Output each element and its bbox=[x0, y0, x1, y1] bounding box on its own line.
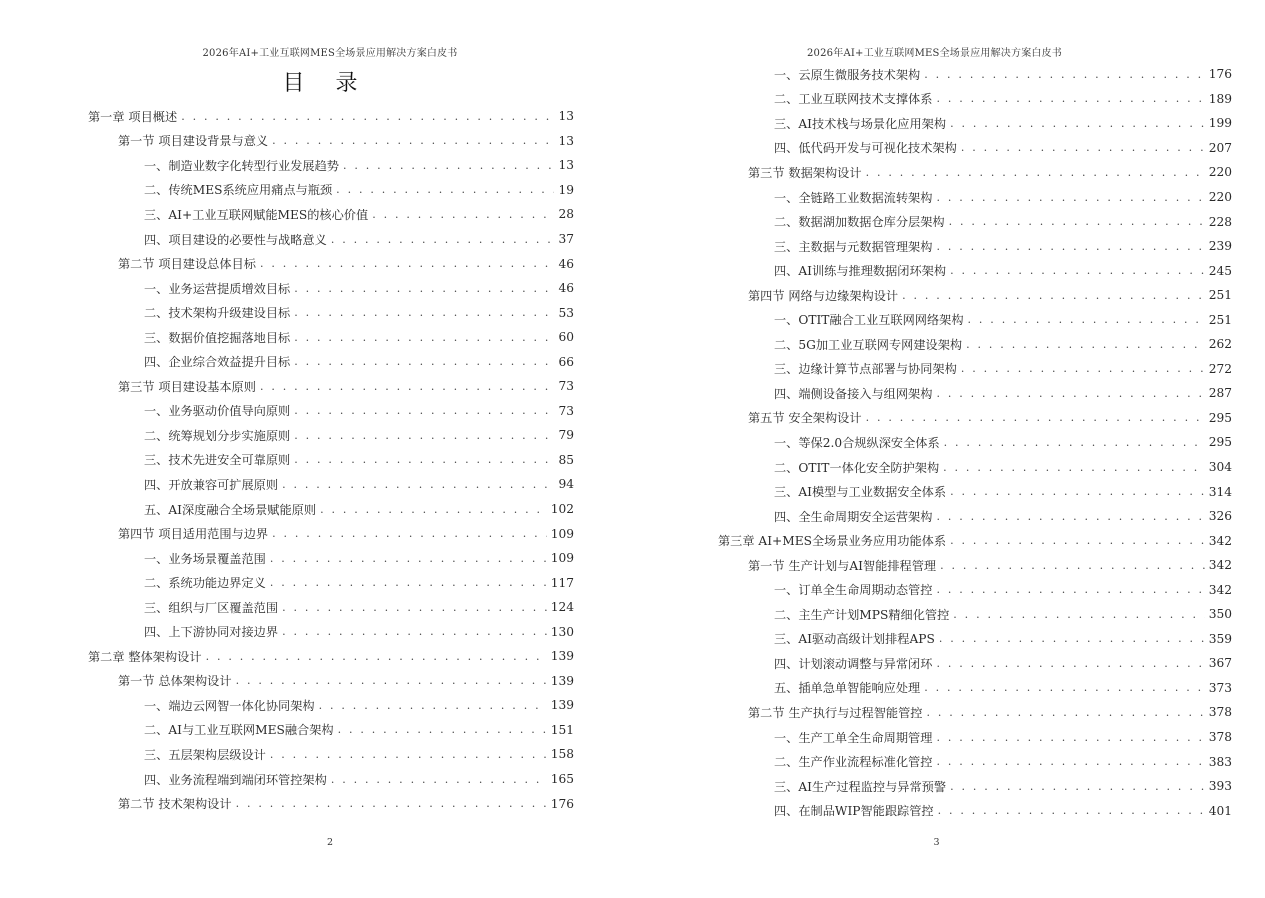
toc-page-number: 314 bbox=[1208, 484, 1232, 499]
toc-entry-title: 四、上下游协同对接边界 bbox=[144, 625, 279, 640]
dot-leader bbox=[272, 527, 547, 540]
toc-entry-title: 第四节 网络与边缘架构设计 bbox=[748, 288, 899, 303]
toc-subsection-entry[interactable] bbox=[88, 619, 574, 644]
dot-leader bbox=[331, 773, 547, 786]
toc-entry-title: 第一章 项目概述 bbox=[88, 109, 178, 124]
toc-entry-title: 二、5G加工业互联网专网建设架构 bbox=[774, 337, 963, 352]
toc-page-number: 73 bbox=[558, 379, 574, 394]
dot-leader bbox=[938, 804, 1205, 817]
toc-subsection-entry[interactable] bbox=[718, 725, 1232, 750]
dot-leader bbox=[950, 117, 1205, 130]
dot-leader bbox=[331, 233, 554, 246]
toc-subsection-entry[interactable] bbox=[718, 185, 1232, 210]
toc-entry-title: 第五节 安全架构设计 bbox=[748, 411, 862, 426]
dot-leader bbox=[936, 387, 1204, 400]
dot-leader bbox=[944, 436, 1205, 449]
toc-page-number: 326 bbox=[1208, 509, 1232, 524]
toc-section-entry[interactable] bbox=[718, 406, 1232, 431]
dot-leader bbox=[270, 552, 547, 565]
toc-entry-title: 五、插单急单智能响应处理 bbox=[774, 681, 921, 696]
dot-leader bbox=[927, 706, 1205, 719]
toc-entry-title: 第三节 数据架构设计 bbox=[748, 165, 862, 180]
toc-page-number: 220 bbox=[1208, 165, 1232, 180]
toc-entry-title: 第一节 生产计划与AI智能排程管理 bbox=[748, 558, 937, 573]
toc-subsection-entry[interactable] bbox=[718, 136, 1232, 161]
dot-leader bbox=[294, 355, 554, 368]
toc-entry-title: 二、传统MES系统应用痛点与瓶颈 bbox=[144, 183, 333, 198]
dot-leader bbox=[206, 650, 547, 663]
toc-page-number: 189 bbox=[1208, 91, 1232, 106]
toc-page-number: 139 bbox=[550, 649, 574, 664]
toc-section-entry[interactable] bbox=[88, 251, 574, 276]
toc-subsection-entry[interactable] bbox=[718, 357, 1232, 382]
toc-subsection-entry[interactable] bbox=[718, 479, 1232, 504]
toc-subsection-entry[interactable] bbox=[88, 349, 574, 374]
toc-page-number: 165 bbox=[550, 772, 574, 787]
dot-leader bbox=[924, 68, 1204, 81]
toc-entry-title: 一、制造业数字化转型行业发展趋势 bbox=[144, 158, 339, 173]
toc-page-number: 151 bbox=[550, 722, 574, 737]
toc-subsection-entry[interactable] bbox=[88, 546, 574, 571]
toc-page-number: 220 bbox=[1208, 190, 1232, 204]
toc-entry-title: 四、端侧设备接入与组网架构 bbox=[774, 386, 933, 401]
dot-leader bbox=[961, 362, 1205, 375]
toc-page-number: 37 bbox=[558, 232, 574, 246]
toc-page-number: 66 bbox=[558, 354, 574, 369]
toc-subsection-entry[interactable] bbox=[88, 742, 574, 767]
toc-page-number: 46 bbox=[558, 281, 574, 296]
toc-subsection-entry[interactable] bbox=[88, 300, 574, 325]
dot-leader bbox=[961, 141, 1205, 154]
toc-chapter-entry[interactable] bbox=[88, 644, 574, 669]
dot-leader bbox=[294, 306, 554, 319]
dot-leader bbox=[260, 257, 554, 270]
toc-subsection-entry[interactable] bbox=[88, 693, 574, 718]
toc-entry-title: 一、业务驱动价值导向原则 bbox=[144, 404, 291, 419]
page-number: 3 bbox=[933, 837, 940, 848]
toc-entry-title: 三、边缘计算节点部署与协同架构 bbox=[774, 362, 957, 377]
dot-leader bbox=[282, 625, 547, 638]
toc-page-number: 102 bbox=[550, 502, 574, 517]
toc-page-number: 13 bbox=[558, 109, 574, 124]
toc-page-number: 401 bbox=[1208, 803, 1232, 818]
toc-entry-title: 三、AI模型与工业数据安全体系 bbox=[774, 485, 947, 500]
toc-entry-title: 二、技术架构升级建设目标 bbox=[144, 306, 291, 321]
dot-leader bbox=[940, 559, 1205, 572]
toc-entry-title: 二、生产作业流程标准化管控 bbox=[774, 755, 933, 770]
dot-leader bbox=[949, 215, 1205, 228]
toc-subsection-entry[interactable] bbox=[88, 718, 574, 743]
toc-subsection-entry[interactable] bbox=[718, 455, 1232, 480]
dot-leader bbox=[338, 723, 547, 736]
toc-subsection-entry[interactable] bbox=[88, 423, 574, 448]
toc-page-number: 393 bbox=[1208, 779, 1232, 794]
toc-section-entry[interactable] bbox=[88, 521, 574, 546]
toc-entry-title: 四、在制品WIP智能跟踪管控 bbox=[774, 804, 934, 819]
toc-entry-title: 四、项目建设的必要性与战略意义 bbox=[144, 232, 327, 247]
toc-page-number: 13 bbox=[558, 158, 574, 173]
toc-section-entry[interactable] bbox=[88, 669, 574, 694]
toc-page-number: 117 bbox=[550, 575, 574, 590]
toc-subsection-entry[interactable] bbox=[718, 258, 1232, 283]
dot-leader bbox=[939, 632, 1205, 645]
dot-leader bbox=[336, 183, 554, 196]
toc-section-entry[interactable] bbox=[88, 129, 574, 154]
toc-page-number: 207 bbox=[1208, 140, 1232, 155]
toc-entry-title: 一、订单全生命周期动态管控 bbox=[774, 583, 933, 598]
dot-leader bbox=[343, 159, 554, 172]
dot-leader bbox=[936, 510, 1204, 523]
toc-subsection-entry[interactable] bbox=[718, 62, 1232, 87]
toc-subsection-entry[interactable] bbox=[88, 178, 574, 203]
toc-subsection-entry[interactable] bbox=[718, 774, 1232, 799]
toc-entry-title: 第二章 整体架构设计 bbox=[88, 649, 202, 664]
toc-page-number: 342 bbox=[1208, 582, 1232, 597]
dot-leader bbox=[936, 755, 1204, 768]
toc-entry-title: 二、系统功能边界定义 bbox=[144, 576, 266, 591]
toc-page-number: 109 bbox=[550, 551, 574, 566]
toc-page-number: 73 bbox=[558, 403, 574, 418]
toc-entry-title: 三、数据价值挖掘落地目标 bbox=[144, 330, 291, 345]
dot-leader bbox=[936, 191, 1204, 204]
toc-section-entry[interactable] bbox=[88, 374, 574, 399]
toc-title: 目 录 bbox=[282, 71, 370, 96]
toc-entry-title: 四、全生命周期安全运营架构 bbox=[774, 509, 933, 524]
toc-subsection-entry[interactable] bbox=[718, 111, 1232, 136]
toc-entry-title: 二、AI与工业互联网MES融合架构 bbox=[144, 723, 334, 738]
toc-subsection-entry[interactable] bbox=[718, 87, 1232, 112]
toc-subsection-entry[interactable] bbox=[718, 602, 1232, 627]
toc-entry-title: 四、开放兼容可扩展原则 bbox=[144, 477, 279, 492]
toc-page-number: 295 bbox=[1208, 410, 1232, 425]
toc-entry-title: 一、生产工单全生命周期管理 bbox=[774, 730, 933, 745]
toc-page-number: 251 bbox=[1208, 288, 1232, 303]
toc-page-number: 272 bbox=[1208, 361, 1232, 376]
toc-subsection-entry[interactable] bbox=[718, 209, 1232, 234]
running-header: 2026年AI+工业互联网MES全场景应用解决方案白皮书 bbox=[807, 48, 1062, 59]
toc-subsection-entry[interactable] bbox=[88, 202, 574, 227]
toc-section-entry[interactable] bbox=[718, 700, 1232, 725]
toc-page-number: 79 bbox=[558, 428, 574, 443]
toc-page-number: 287 bbox=[1208, 386, 1232, 401]
toc-entry-title: 一、业务运营提质增效目标 bbox=[144, 281, 291, 296]
toc-subsection-entry[interactable] bbox=[718, 430, 1232, 455]
dot-leader bbox=[294, 453, 554, 466]
toc-entry-title: 第二节 技术架构设计 bbox=[118, 797, 232, 812]
toc-entry-title: 三、技术先进安全可靠原则 bbox=[144, 453, 291, 468]
toc-entry-title: 三、组织与厂区覆盖范围 bbox=[144, 600, 279, 615]
toc-entry-title: 一、业务场景覆盖范围 bbox=[144, 551, 266, 566]
toc-entry-title: 二、统筹规划分步实施原则 bbox=[144, 428, 291, 443]
dot-leader bbox=[372, 208, 554, 221]
toc-page-number: 359 bbox=[1208, 631, 1232, 646]
dot-leader bbox=[902, 289, 1205, 302]
page-number: 2 bbox=[326, 837, 334, 848]
dot-leader bbox=[236, 674, 547, 687]
toc-section-entry[interactable] bbox=[718, 160, 1232, 185]
toc-page-number: 383 bbox=[1208, 754, 1232, 769]
toc-entry-title: 三、AI生产过程监控与异常预警 bbox=[774, 779, 947, 794]
toc-subsection-entry[interactable] bbox=[718, 627, 1232, 652]
dot-leader bbox=[294, 282, 554, 295]
dot-leader bbox=[936, 240, 1204, 253]
toc-entry-title: 一、云原生微服务技术架构 bbox=[774, 67, 921, 82]
dot-leader bbox=[936, 657, 1204, 670]
toc-entry-title: 第三节 项目建设基本原则 bbox=[118, 379, 256, 394]
toc-subsection-entry[interactable] bbox=[88, 399, 574, 424]
toc-entry-title: 三、AI驱动高级计划排程APS bbox=[774, 632, 935, 647]
toc-entry-title: 一、等保2.0合规纵深安全体系 bbox=[774, 435, 940, 450]
toc-entry-title: 二、主生产计划MPS精细化管控 bbox=[774, 607, 950, 622]
toc-entry-title: 第一节 总体架构设计 bbox=[118, 674, 232, 689]
dot-leader bbox=[260, 380, 554, 393]
dot-leader bbox=[866, 411, 1205, 424]
toc-page-number: 46 bbox=[558, 256, 574, 271]
toc-subsection-entry[interactable] bbox=[88, 472, 574, 497]
toc-section-entry[interactable] bbox=[88, 791, 574, 816]
dot-leader bbox=[950, 780, 1205, 793]
toc-chapter-entry[interactable] bbox=[718, 528, 1232, 553]
toc-entry-title: 第二节 项目建设总体目标 bbox=[118, 257, 256, 272]
toc-page-number: 350 bbox=[1208, 607, 1232, 622]
dot-leader bbox=[950, 264, 1205, 277]
toc-entry-title: 第三章 AI+MES全场景业务应用功能体系 bbox=[718, 534, 947, 549]
toc-page-number: 109 bbox=[550, 526, 574, 541]
toc-entry-title: 五、AI深度融合全场景赋能原则 bbox=[144, 502, 317, 517]
toc-subsection-entry[interactable] bbox=[88, 497, 574, 522]
toc-page-number: 245 bbox=[1208, 263, 1232, 278]
toc-page-number: 176 bbox=[1208, 67, 1232, 82]
dot-leader bbox=[294, 331, 554, 344]
toc-page-number: 262 bbox=[1208, 337, 1232, 352]
toc-subsection-entry[interactable] bbox=[88, 325, 574, 350]
toc-subsection-entry[interactable] bbox=[88, 570, 574, 595]
toc-subsection-entry[interactable] bbox=[718, 234, 1232, 259]
toc-page-number: 367 bbox=[1208, 656, 1232, 671]
toc-subsection-entry[interactable] bbox=[88, 767, 574, 792]
toc-subsection-entry[interactable] bbox=[718, 676, 1232, 701]
toc-section-entry[interactable] bbox=[718, 283, 1232, 308]
dot-leader bbox=[936, 731, 1204, 744]
toc-subsection-entry[interactable] bbox=[718, 749, 1232, 774]
toc-entry-title: 三、AI技术栈与场景化应用架构 bbox=[774, 116, 947, 131]
toc-chapter-entry[interactable] bbox=[88, 104, 574, 129]
toc-subsection-entry[interactable] bbox=[718, 651, 1232, 676]
dot-leader bbox=[966, 338, 1205, 351]
toc-entry-title: 四、AI训练与推理数据闭环架构 bbox=[774, 264, 947, 279]
dot-leader bbox=[320, 503, 547, 516]
dot-leader bbox=[936, 583, 1204, 596]
dot-leader bbox=[866, 166, 1205, 179]
running-header: 2026年AI+工业互联网MES全场景应用解决方案白皮书 bbox=[202, 48, 458, 59]
dot-leader bbox=[282, 478, 554, 491]
toc-page-number: 158 bbox=[550, 747, 574, 762]
dot-leader bbox=[270, 748, 547, 761]
dot-leader bbox=[936, 92, 1204, 105]
toc-subsection-entry[interactable] bbox=[718, 504, 1232, 529]
toc-page-number: 199 bbox=[1208, 116, 1232, 131]
dot-leader bbox=[953, 608, 1204, 621]
dot-leader bbox=[950, 534, 1205, 547]
dot-leader bbox=[181, 110, 554, 123]
toc-list-right bbox=[718, 62, 1232, 823]
dot-leader bbox=[294, 429, 554, 442]
toc-page-number: 139 bbox=[550, 698, 574, 713]
toc-entry-title: 一、全链路工业数据流转架构 bbox=[774, 190, 933, 205]
toc-page-number: 53 bbox=[558, 305, 574, 320]
toc-subsection-entry[interactable] bbox=[718, 381, 1232, 406]
toc-page-number: 85 bbox=[558, 452, 574, 467]
toc-subsection-entry[interactable] bbox=[718, 798, 1232, 823]
toc-page-number: 342 bbox=[1208, 558, 1232, 573]
toc-page-number: 19 bbox=[558, 182, 574, 197]
toc-entry-title: 四、低代码开发与可视化技术架构 bbox=[774, 141, 957, 156]
toc-page-number: 60 bbox=[558, 330, 574, 345]
toc-subsection-entry[interactable] bbox=[88, 595, 574, 620]
dot-leader bbox=[294, 404, 554, 417]
toc-entry-title: 二、工业互联网技术支撑体系 bbox=[774, 92, 933, 107]
toc-subsection-entry[interactable] bbox=[718, 577, 1232, 602]
toc-entry-title: 一、端边云网智一体化协同架构 bbox=[144, 698, 315, 713]
toc-entry-title: 第二节 生产执行与过程智能管控 bbox=[748, 705, 923, 720]
toc-subsection-entry[interactable] bbox=[88, 153, 574, 178]
toc-page-number: 373 bbox=[1208, 680, 1232, 695]
dot-leader bbox=[924, 681, 1204, 694]
toc-subsection-entry[interactable] bbox=[718, 332, 1232, 357]
toc-entry-title: 四、业务流程端到端闭环管控架构 bbox=[144, 772, 327, 787]
toc-entry-title: 一、OTIT融合工业互联网网络架构 bbox=[774, 313, 964, 328]
toc-entry-title: 三、五层架构层级设计 bbox=[144, 747, 266, 762]
dot-leader bbox=[236, 797, 547, 810]
toc-section-entry[interactable] bbox=[718, 553, 1232, 578]
toc-subsection-entry[interactable] bbox=[88, 448, 574, 473]
toc-page-number: 130 bbox=[550, 624, 574, 639]
toc-page-number: 342 bbox=[1208, 533, 1232, 548]
toc-page-number: 304 bbox=[1208, 460, 1232, 475]
toc-page-number: 13 bbox=[558, 133, 574, 148]
toc-page-number: 228 bbox=[1208, 214, 1232, 229]
toc-page-number: 295 bbox=[1208, 435, 1232, 450]
toc-page-number: 94 bbox=[558, 477, 574, 492]
dot-leader bbox=[272, 134, 554, 147]
toc-page-number: 251 bbox=[1208, 312, 1232, 327]
toc-page-number: 124 bbox=[550, 600, 574, 615]
toc-entry-title: 四、计划滚动调整与异常闭环 bbox=[774, 656, 933, 671]
toc-page-number: 378 bbox=[1208, 730, 1232, 745]
toc-subsection-entry[interactable] bbox=[88, 227, 574, 252]
dot-leader bbox=[282, 601, 547, 614]
dot-leader bbox=[950, 485, 1205, 498]
toc-page-number: 139 bbox=[550, 673, 574, 688]
left-page bbox=[0, 0, 632, 898]
toc-page-number: 176 bbox=[550, 796, 574, 811]
toc-entry-title: 第一节 项目建设背景与意义 bbox=[118, 134, 269, 149]
toc-entry-title: 二、OTIT一体化安全防护架构 bbox=[774, 460, 940, 475]
dot-leader bbox=[270, 576, 547, 589]
toc-entry-title: 二、数据湖加数据仓库分层架构 bbox=[774, 215, 945, 230]
toc-list-left bbox=[88, 104, 574, 816]
dot-leader bbox=[968, 313, 1205, 326]
toc-page-number: 378 bbox=[1208, 705, 1232, 720]
toc-subsection-entry[interactable] bbox=[718, 307, 1232, 332]
right-page bbox=[632, 0, 1265, 898]
toc-page-number: 239 bbox=[1208, 239, 1232, 254]
dot-leader bbox=[319, 699, 547, 712]
toc-entry-title: 第四节 项目适用范围与边界 bbox=[118, 527, 269, 542]
toc-entry-title: 三、AI+工业互联网赋能MES的核心价值 bbox=[144, 207, 369, 222]
toc-entry-title: 四、企业综合效益提升目标 bbox=[144, 355, 291, 370]
dot-leader bbox=[943, 461, 1205, 474]
toc-entry-title: 三、主数据与元数据管理架构 bbox=[774, 239, 933, 254]
toc-page-number: 28 bbox=[558, 207, 574, 222]
toc-subsection-entry[interactable] bbox=[88, 276, 574, 301]
